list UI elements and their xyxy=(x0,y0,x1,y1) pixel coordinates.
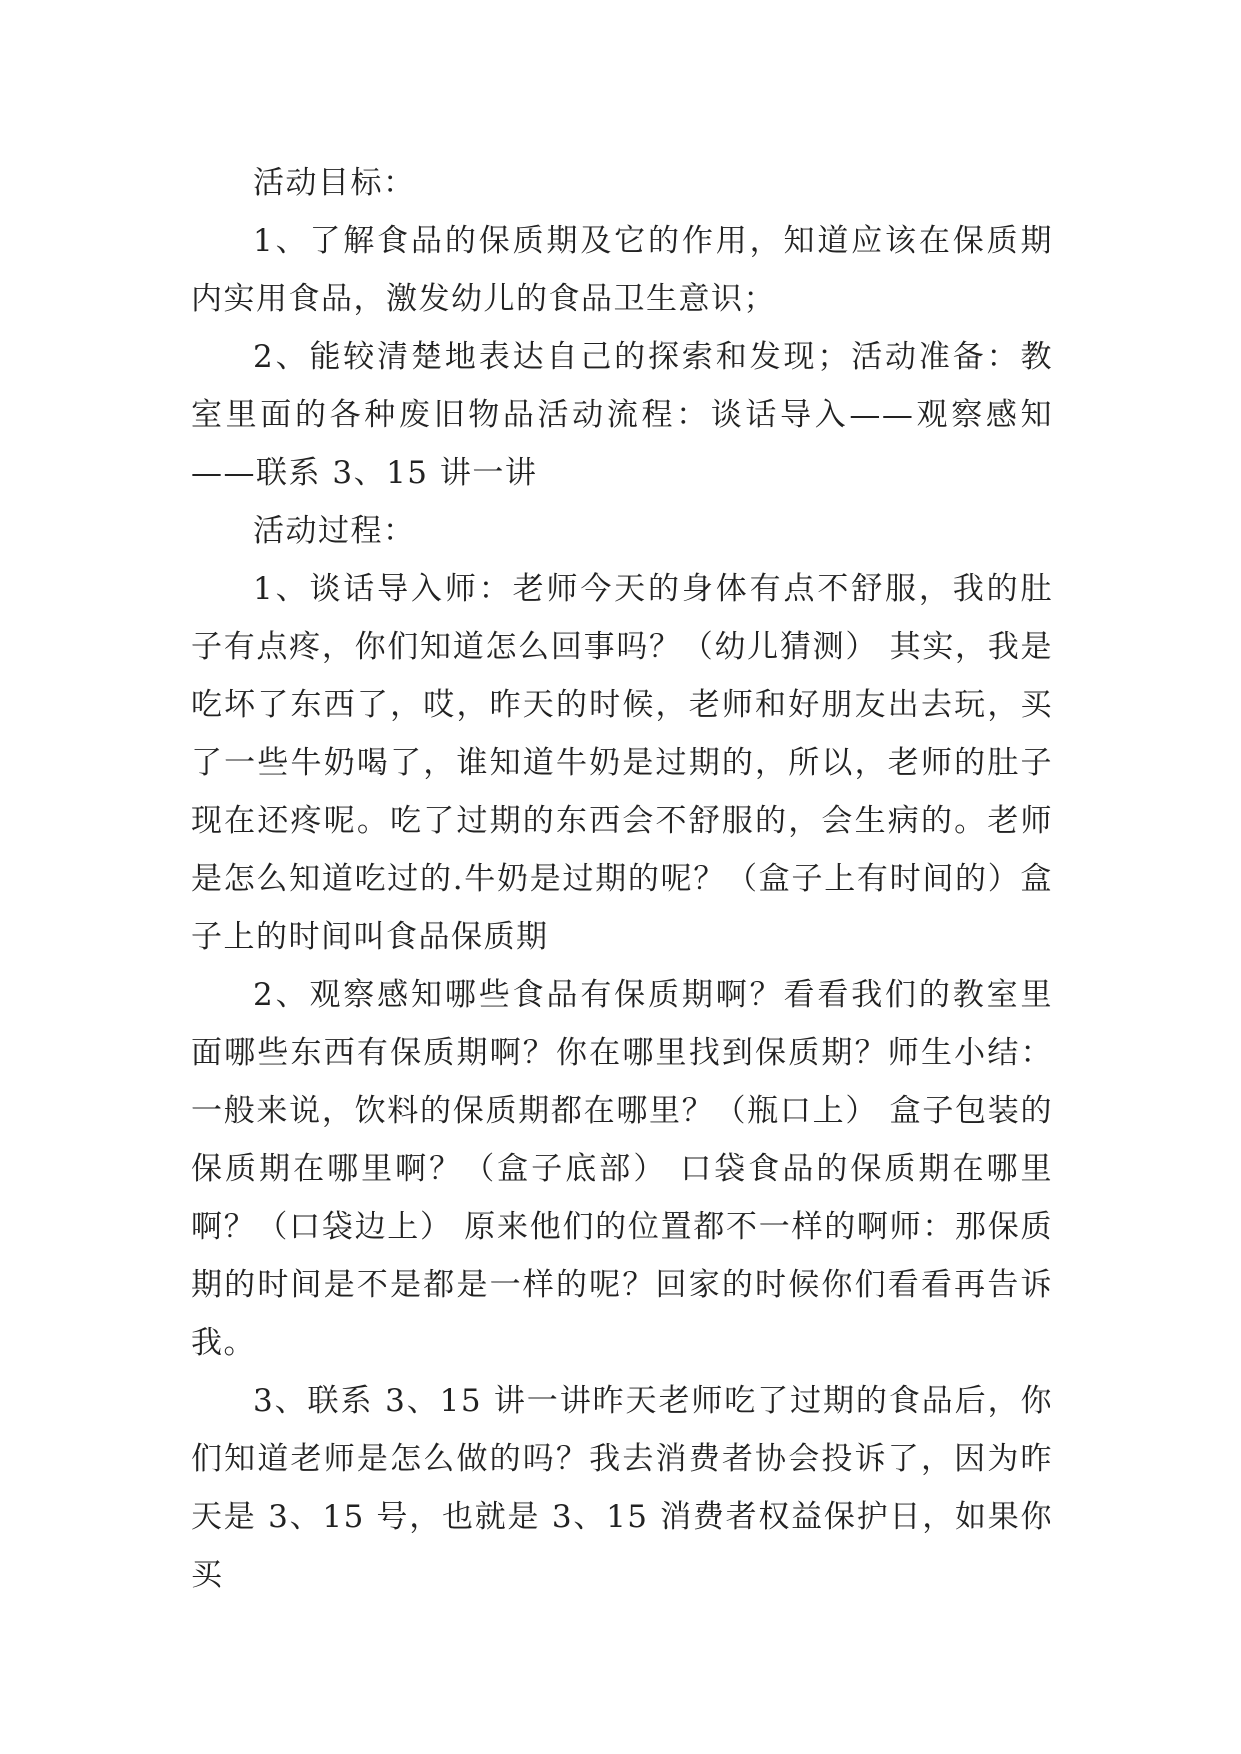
paragraph-goal-1: 1、了解食品的保质期及它的作用，知道应该在保质期内实用食品，激发幼儿的食品卫生意识； xyxy=(191,223,1053,317)
paragraph-process-1: 1、谈话导入师：老师今天的身体有点不舒服，我的肚子有点疼，你们知道怎么回事吗？（幼儿猜测） 其实，我是吃坏了东西了，哎，昨天的时候，老师和好朋友出去玩，买了一些牛奶喝了，谁知道牛奶是过期的，所以，老师的肚子现在还疼呢。吃了过期的东西会不舒服的，会生病的。老师是怎么知道吃过的.牛奶是过期的呢？（盒子上有时间的）盒子上的时间叫食品保质期 xyxy=(191,571,1053,955)
paragraph-process-2: 2、观察感知哪些食品有保质期啊？看看我们的教室里面哪些东西有保质期啊？你在哪里找到保质期？师生小结：一般来说，饮料的保质期都在哪里？（瓶口上） 盒子包装的保质期在哪里啊？（盒子底部） 口袋食品的保质期在哪里啊？（口袋边上） 原来他们的位置都不一样的啊师：那保质期的时间是不是都是一样的呢？回家的时候你们看看再告诉我。 xyxy=(191,977,1053,1361)
paragraph-process-3: 3、联系 3、15 讲一讲昨天老师吃了过期的食品后，你们知道老师是怎么做的吗？我去消费者协会投诉了，因为昨天是 3、15 号，也就是 3、15 消费者权益保护日，如果你买 xyxy=(191,1383,1053,1593)
paragraph-goal-2: 2、能较清楚地表达自己的探索和发现；活动准备：教室里面的各种废旧物品活动流程：谈话导入——观察感知——联系 3、15 讲一讲 xyxy=(191,339,1053,491)
document-body xyxy=(191,154,1053,1604)
heading-activity-goals: 活动目标： xyxy=(253,165,416,201)
heading-activity-process: 活动过程： xyxy=(253,513,416,549)
